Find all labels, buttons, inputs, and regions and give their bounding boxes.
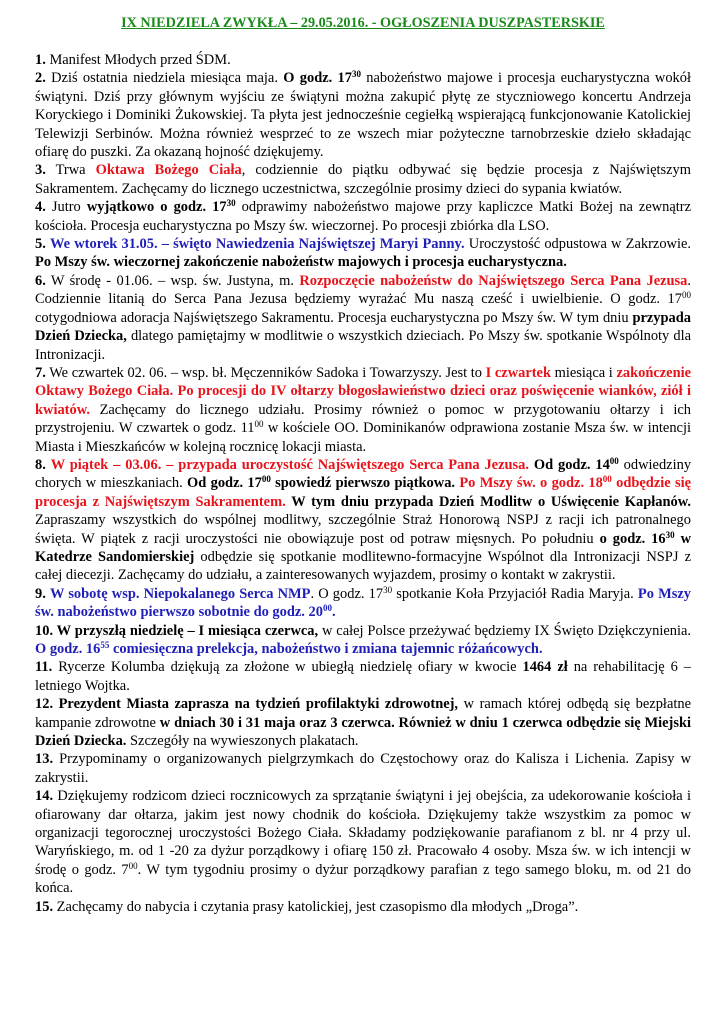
announcement-text: Jutro — [45, 199, 87, 216]
announcement-number: 8. — [35, 456, 46, 473]
announcement-text: Po Mszy św. nabożeństwo pierwszo sobotnie do godz. 20 — [35, 585, 691, 621]
announcement-text: Rozpoczęcie nabożeństw do Najświętszego Serca Pana Jezusa — [299, 272, 688, 289]
announcement-item — [35, 898, 691, 916]
announcement-text: Szczegóły na wywieszonych plakatach. — [126, 733, 359, 750]
announcement-text: w całej Polsce przeżywać będziemy IX Święto Dziękczynienia. — [318, 622, 692, 639]
announcement-text: spotkanie Koła Przyjaciół Radia Maryja. — [392, 585, 638, 602]
announcement-text: przypada Dzień Dziecka, — [35, 309, 691, 345]
page-title: IX NIEDZIELA ZWYKŁA – 29.05.2016. - OGŁOSZENIA DUSZPASTERSKIE — [121, 15, 605, 31]
announcement-number: 15. — [35, 898, 54, 915]
announcement-item — [35, 51, 691, 69]
announcement-text: Zapraszamy wszystkich do wspólnej modlitwy, szczególnie Straż Honorową NSPJ z racji ich patronalnego święta. W piątek z racji uroczystości nie obowiązuje post od potraw mięsnych. Po południu — [35, 512, 691, 547]
announcement-number: 3. — [35, 162, 46, 179]
announcement-text: Trwa — [45, 162, 96, 179]
announcement-text: 00 — [609, 455, 619, 466]
announcement-item — [35, 622, 691, 659]
announcement-text: odbędzie się spotkanie modlitewno-formacyjne Wspólnot dla Intronizacji NSPJ z całej diecezji. Zachęcamy do udziału, a zainteresowanych wyjazdem, prosimy o kontakt w zakrystii. — [35, 548, 691, 584]
announcement-text: Przypominamy o organizowanych pielgrzymkach do Częstochowy oraz do Kalisza i Lichenia. Zapisy w zakrystii. — [35, 751, 691, 786]
announcement-text: W sobotę wsp. Niepokalanego Serca NMP — [49, 585, 311, 602]
announcement-text: Po Mszy św. o godz. 18 — [459, 475, 603, 492]
announcement-text: w dniach 30 i 31 maja oraz 3 czerwca. Również w dniu 1 czerwca odbędzie się Miejski Dzień Dziecka. — [35, 714, 692, 750]
announcement-text: , codziennie do piątku odbywać się będzie procesja z Najświętszym Sakramentem. Zachęcamy do licznego uczestnictwa, szczególnie prosimy dzieci do sypania kwiatów. — [35, 162, 692, 197]
announcement-text: Dziękujemy rodzicom dzieci rocznicowych za sprzątanie świątyni i jej obejścia, za udekorowanie kościoła i ofiarowany dar ołtarza, jakim jest nowy chodnik do kościoła. Dziękujemy także wszystkim za pomoc w organizacji tegorocznej uroczystości Bożego Ciała. Składamy podziękowanie parafianom z bl. nr 4 przy ul. Waryńskiego, m. od 1 -20 za dyżur porządkowy i ofiarę 150 zł. Pracowało 4 osoby. Msza św. w ich intencji w środę o godz. 7 — [35, 788, 691, 878]
announcement-text: 00 — [261, 474, 271, 485]
announcement-text: na rehabilitację 6 – letniego Wojtka. — [35, 659, 692, 694]
announcement-item — [35, 69, 691, 161]
announcement-text: Zachęcamy do licznego udziału. Prosimy również o pomoc w przygotowaniu ołtarzy i ich przystrojeniu. W czwartek o godz. 11 — [35, 401, 691, 437]
announcement-item — [35, 585, 691, 622]
announcement-text: odwiedziny chorych w mieszkaniach. — [35, 456, 692, 492]
announcement-number: 11. — [35, 659, 53, 676]
announcement-number: 14. — [35, 788, 54, 805]
announcement-text: nabożeństwo majowe i procesja eucharystyczna wokół świątyni. Dziś przy głównym wyjściu ze świątyni można zakupić płytę ze styczniowego koncertu Andrzeja Koryckiego i Dominiki Żukowskiej. Ta płyta jest jednocześnie cegiełką wspierającą funkcjonowanie Katolickiej Telewizji Serbinów. Można również wesprzeć to ze wszech miar pożyteczne tarnobrzeskie dzieło składając ofiarę do puszki. Za okazaną hojność dziękujemy. — [35, 70, 691, 161]
announcement-text: spowiedź pierwszo piątkowa. — [270, 475, 456, 492]
announcement-text: W przyszłą niedzielę – I miesiąca czerwca, — [53, 622, 319, 639]
announcement-text: o godz. 16 — [599, 530, 666, 547]
announcement-text: 30 — [351, 69, 361, 80]
announcement-number: 10. — [35, 622, 54, 639]
announcement-item — [35, 198, 691, 235]
announcement-text: Oktawa Bożego Ciała — [95, 162, 242, 179]
announcement-item — [35, 456, 691, 585]
announcement-text: Po Mszy św. wieczornej zakończenie nabożeństw majowych i procesja eucharystyczna. — [35, 254, 567, 271]
announcement-text: Prezydent Miasta zaprasza na tydzień profilaktyki zdrowotnej, — [53, 696, 459, 713]
announcement-item — [35, 750, 691, 787]
announcement-text: 00 — [254, 419, 264, 430]
announcement-text: 1464 zł — [522, 659, 568, 676]
announcement-item — [35, 787, 691, 897]
announcement-number: 7. — [35, 364, 46, 381]
announcement-text: . Codziennie litanią do Serca Pana Jezusa będziemy wyrażać Mu naszą cześć i uwielbienie. O godz. 17 — [35, 272, 691, 308]
announcement-number: 4. — [35, 199, 46, 216]
announcement-text: O godz. 16 — [35, 641, 101, 657]
announcement-number: 5. — [35, 236, 46, 253]
announcement-number: 6. — [35, 272, 46, 289]
announcement-text: w Katedrze Sandomierskiej — [35, 530, 691, 565]
announcement-text: . — [331, 604, 336, 621]
announcement-number: 9. — [35, 585, 46, 602]
announcement-text: . O godz. 17 — [310, 585, 384, 602]
announcement-text: W tym dniu przypada Dzień Modlitw o Uświęcenie Kapłanów. — [285, 493, 691, 510]
announcement-text: I czwartek — [485, 364, 551, 381]
announcement-text: 30 — [226, 198, 236, 209]
announcement-text: Rycerze Kolumba dziękują za złożone w ubiegłą niedzielę ofiary w kwocie — [52, 659, 523, 676]
announcement-text: We czwartek 02. 06. – wsp. bł. Męczenników Sadoka i Towarzyszy. Jest to — [45, 364, 486, 381]
announcement-number: 2. — [35, 70, 46, 87]
announcement-text: Dziś ostatnia niedziela miesiąca maja. — [45, 70, 284, 87]
announcement-text: cotygodniowa adoracja Najświętszego Sakramentu. Procesja eucharystyczna po Mszy św. W tym dniu — [35, 309, 633, 326]
announcement-text: 55 — [100, 640, 110, 650]
announcement-text: miesiąca i — [551, 364, 617, 381]
announcement-item — [35, 161, 691, 198]
announcement-text: zakończenie Oktawy Bożego Ciała. Po procesji do IV ołtarzy błogosławieństwo dzieci oraz poświęcenie wianków, ziół i kwiatów. — [35, 364, 692, 418]
announcement-number: 12. — [35, 696, 54, 713]
announcement-text: W piątek – 03.06. – przypada uroczystość Najświętszego Serca Pana Jezusa. — [50, 456, 529, 473]
announcement-text: 30 — [383, 584, 393, 595]
announcement-text: Od godz. 17 — [187, 475, 262, 492]
announcement-item — [35, 658, 691, 695]
announcement-text: odprawimy nabożeństwo majowe przy kapliczce Matki Bożej na zewnątrz kościoła. Procesja eucharystyczna po Mszy św. wieczornej. Po procesji zbiórka dla LSO. — [35, 199, 692, 234]
announcement-text: O godz. 17 — [283, 70, 352, 87]
announcement-number: 13. — [35, 751, 54, 768]
announcement-item — [35, 364, 691, 456]
announcement-text: comiesięczna prelekcja, nabożeństwo i zmiana tajemnic różańcowych. — [109, 641, 543, 657]
announcement-text: odbędzie się procesja z Najświętszym Sakramentem. — [35, 475, 691, 510]
announcement-item — [35, 235, 691, 272]
announcement-text: Uroczystość odpustowa w Zakrzowie. — [464, 236, 692, 253]
announcement-text: . W tym tygodniu prosimy o dyżur porządkowy parafian z tego samego bloku, m. od 21 do końca. — [35, 861, 691, 897]
announcement-item — [35, 272, 691, 364]
announcement-text: Manifest Młodych przed ŚDM. — [45, 52, 231, 68]
announcement-text: dlatego pamiętajmy w modlitwie o wszystkich dzieciach. Po Mszy św. spotkanie Wspólnoty dla Intronizacji. — [35, 328, 691, 363]
announcement-text: 00 — [128, 860, 138, 871]
announcement-text: W środę - 01.06. – wsp. św. Justyna, m. — [45, 272, 300, 289]
announcement-text: 00 — [682, 290, 691, 301]
announcement-text: w kościele OO. Dominikanów odprawiona zostanie Msza św. w intencji Miasta i Mieszkańców w kolejną rocznicę lokacji miasta. — [35, 420, 691, 455]
announcement-text: w ramach której odbędą się bezpłatne kampanie zdrowotne — [35, 696, 691, 731]
announcement-list — [35, 51, 691, 916]
announcement-text: 00 — [322, 603, 332, 614]
announcement-text: 00 — [602, 474, 612, 485]
announcement-text: We wtorek 31.05. – święto Nawiedzenia Najświętszej Maryi Panny. — [50, 236, 465, 253]
announcement-text: wyjątkowo o godz. 17 — [86, 199, 227, 216]
announcement-text: 30 — [665, 529, 675, 540]
announcement-text: Zachęcamy do nabycia i czytania prasy katolickiej, jest czasopismo dla młodych „Droga”. — [53, 898, 579, 915]
announcement-item — [35, 695, 691, 750]
announcement-text: Od godz. 14 — [533, 456, 610, 473]
announcement-number: 1. — [35, 52, 46, 68]
